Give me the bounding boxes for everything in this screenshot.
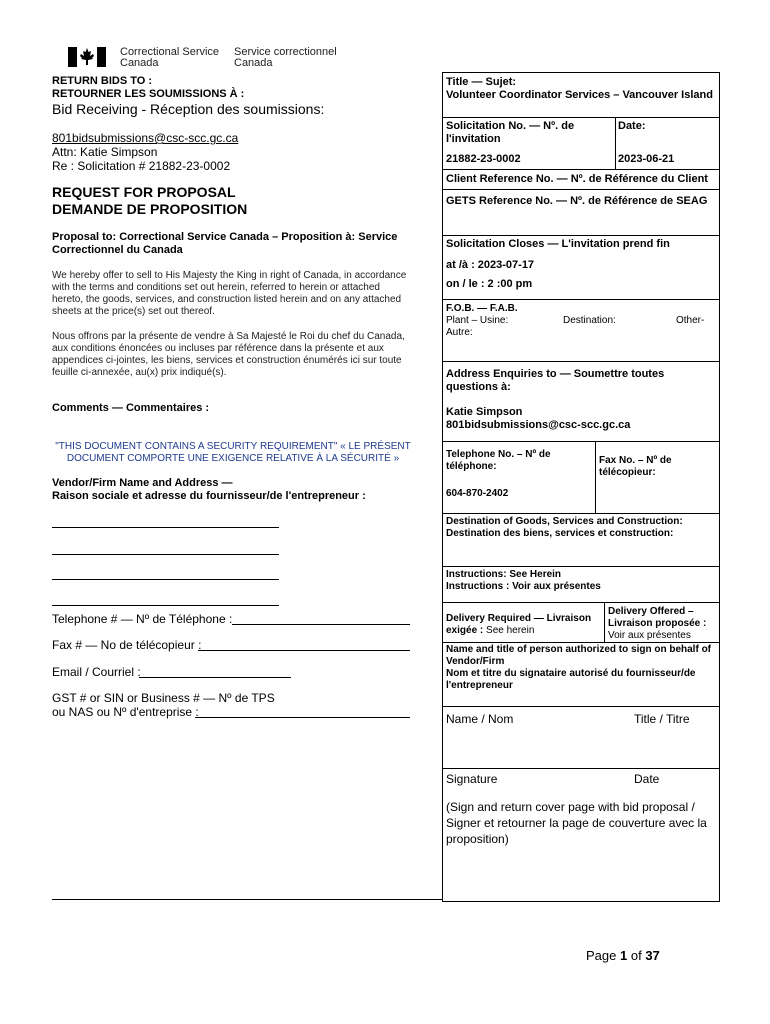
vendor-label: Vendor/Firm Name and Address — Raison sociale et adresse du fournisseur/de l'entrepreneur : — [52, 477, 366, 502]
security-notice: "THIS DOCUMENT CONTAINS A SECURITY REQUIREMENT" « LE PRÉSENT DOCUMENT COMPORTE UNE EXIGENCE RELATIVE À LA SÉCURITÉ » — [55, 441, 411, 464]
solicitation-reference: Re : Solicitation # 21882-23-0002 — [52, 159, 231, 173]
authorized-signatory: Name and title of person authorized to sign on behalf of Vendor/Firm Nom et titre du signataire autorisé du fournisseur/de l'entrepreneur — [446, 644, 712, 691]
telephone-label: Telephone # — Nº de Téléphone : — [52, 612, 233, 626]
fax-no-label: Fax No. – Nº de télécopieur: — [599, 455, 672, 478]
bottom-divider — [52, 899, 442, 900]
proposal-to: Proposal to: Correctional Service Canada – Proposition à: Service Correctionnel du Canada — [52, 231, 398, 256]
other-label: Other- — [676, 315, 705, 326]
gets-reference: GETS Reference No. — Nº. de Référence de SEAG — [446, 195, 708, 207]
tel-value: 604-870-2402 — [446, 488, 509, 499]
closes-label: Solicitation Closes — L'invitation prend fin — [446, 238, 670, 250]
contact-name: Katie Simpson — [446, 406, 523, 418]
telephone-field[interactable] — [232, 624, 410, 625]
date-field-label: Date — [634, 772, 660, 786]
fax-label: Fax # — No de télécopieur : — [52, 638, 202, 652]
fob-label: F.O.B. — F.A.B. — [446, 303, 518, 314]
solicitation-number: 21882-23-0002 — [446, 153, 521, 165]
delivery-required: Delivery Required — Livraison exigée : See herein — [446, 613, 592, 636]
vendor-line-2[interactable] — [52, 554, 279, 555]
comments-label: Comments — Commentaires : — [52, 402, 210, 414]
fax-field[interactable] — [198, 650, 410, 651]
attn-line: Attn: Katie Simpson — [52, 145, 158, 159]
canada-flag-logo — [68, 47, 106, 67]
autre-label: Autre: — [446, 327, 473, 338]
destination-label: Destination: — [563, 315, 616, 326]
maple-leaf-icon — [78, 47, 96, 67]
department-name-fr: Service correctionnel Canada — [234, 46, 337, 69]
signature-label: Signature — [446, 772, 498, 786]
vendor-line-1[interactable] — [52, 527, 279, 528]
solicitation-date: 2023-06-21 — [618, 153, 675, 165]
plant-label: Plant – Usine: — [446, 315, 509, 326]
gst-label: GST # or SIN or Business # — Nº de TPS ou NAS ou Nº d'entreprise : — [52, 691, 275, 719]
vendor-line-3[interactable] — [52, 579, 279, 580]
title-field-label: Title / Titre — [634, 712, 690, 726]
bid-email-link[interactable]: 801bidsubmissions@csc-scc.gc.ca — [52, 131, 239, 145]
email-label: Email / Courriel : — [52, 665, 141, 679]
closes-time: on / le : 2 :00 pm — [446, 278, 533, 290]
closes-date: at /à : 2023-07-17 — [446, 259, 535, 271]
delivery-offered: Delivery Offered – Livraison proposée : Voir aux présentes — [608, 606, 707, 641]
page-number: Page 1 of 37 — [586, 948, 660, 963]
return-bids-label: RETURN BIDS TO : RETOURNER LES SOUMISSIONS À : — [52, 75, 245, 100]
tel-label: Telephone No. – Nº de téléphone: — [446, 449, 551, 472]
offer-text-fr: Nous offrons par la présente de vendre à Sa Majesté le Roi du chef du Canada, aux conditions énoncées ou incluses par référence dans la présente et aux appendices ci-jointes, les biens, services et construction énumérés ici sur toute feuille ci-annexée, au(x) prix indiqué(s). — [52, 331, 405, 378]
contact-email[interactable]: 801bidsubmissions@csc-scc.gc.ca — [446, 419, 631, 431]
title-section: Title — Sujet: Volunteer Coordinator Services – Vancouver Island — [446, 76, 713, 101]
destination-goods: Destination of Goods, Services and Construction: Destination des biens, services et construction: — [446, 516, 683, 539]
gst-field[interactable] — [195, 717, 410, 718]
department-name-en: Correctional Service Canada — [120, 46, 220, 69]
vendor-line-4[interactable] — [52, 605, 279, 606]
sign-return-note: (Sign and return cover page with bid proposal / Signer et retourner la page de couverture avec la proposition) — [446, 800, 707, 846]
client-reference: Client Reference No. — Nº. de Référence du Client — [446, 173, 708, 185]
enquiries-label: Address Enquiries to — Soumettre toutes questions à: — [446, 368, 665, 393]
name-field-label: Name / Nom — [446, 712, 514, 726]
page-title: REQUEST FOR PROPOSAL DEMANDE DE PROPOSITION — [52, 184, 248, 217]
date-label: Date: — [618, 120, 646, 132]
instructions: Instructions: See Herein Instructions : Voir aux présentes — [446, 569, 601, 592]
email-field[interactable] — [139, 677, 291, 678]
solicitation-label: Solicitation No. — Nº. de l'invitation — [446, 120, 575, 145]
offer-text-en: We hereby offer to sell to His Majesty the King in right of Canada, in accordance with the terms and conditions set out herein, referred to herein or attached hereto, the goods, services, and construction listed herein and on any attached sheets at the price(s) set out thereof. — [52, 270, 407, 317]
bid-receiving: Bid Receiving - Réception des soumissions: — [52, 101, 325, 117]
